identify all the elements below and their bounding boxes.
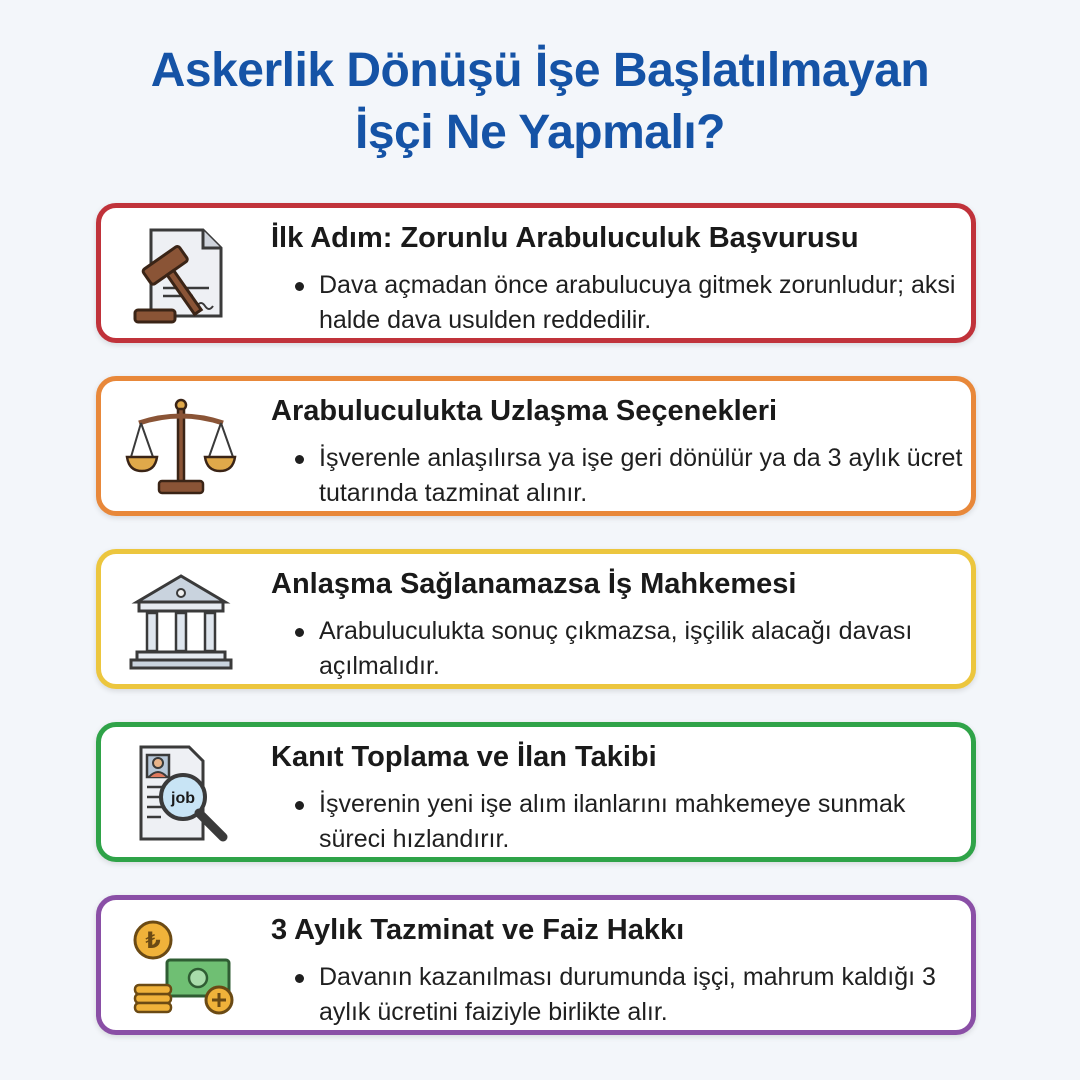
card-text: İşverenin yeni işe alım ilanlarını mahkemeye sunmak süreci hızlandırır.: [319, 790, 906, 853]
card-evidence-collection: [96, 722, 976, 862]
job-label: job: [171, 790, 195, 807]
card-heading: Kanıt Toplama ve İlan Takibi: [271, 741, 657, 773]
bullet-dot: [295, 974, 304, 983]
lira-coins-money-icon: [123, 914, 243, 1019]
card-mediation-application: [96, 203, 976, 343]
bullet-dot: [295, 455, 304, 464]
card-heading: İlk Adım: Zorunlu Arabuluculuk Başvurusu: [271, 222, 859, 254]
title-line-1: Askerlik Dönüşü İşe Başlatılmayan: [150, 44, 930, 97]
card-text: İşverenle anlaşılırsa ya işe geri dönülür ya da 3 aylık ücret tutarında tazminat alınır.: [319, 444, 963, 507]
page-title: [0, 40, 1080, 164]
card-heading: 3 Aylık Tazminat ve Faiz Hakkı: [271, 914, 685, 946]
card-text: Dava açmadan önce arabulucuya gitmek zorunludur; aksi halde dava usulden reddedilir.: [319, 271, 956, 334]
card-labor-court: [96, 549, 976, 689]
card-compensation-interest: [96, 895, 976, 1035]
card-text: Davanın kazanılması durumunda işçi, mahrum kaldığı 3 aylık ücretini faiziyle birlikte alır.: [319, 963, 936, 1026]
gavel-document-icon: [123, 222, 243, 327]
title-line-2: İşçi Ne Yapmalı?: [355, 106, 725, 159]
bullet-dot: [295, 801, 304, 810]
card-heading: Arabuluculukta Uzlaşma Seçenekleri: [271, 395, 778, 427]
job-search-magnifier-icon: [123, 741, 243, 846]
bullet-dot: [295, 282, 304, 291]
bullet-dot: [295, 628, 304, 637]
courthouse-icon: [123, 568, 243, 673]
card-heading: Anlaşma Sağlanamazsa İş Mahkemesi: [271, 568, 797, 600]
lira-label: ₺: [145, 929, 161, 954]
card-text: Arabuluculukta sonuç çıkmazsa, işçilik alacağı davası açılmalıdır.: [319, 617, 913, 680]
scales-of-justice-icon: [123, 395, 243, 500]
card-settlement-options: [96, 376, 976, 516]
